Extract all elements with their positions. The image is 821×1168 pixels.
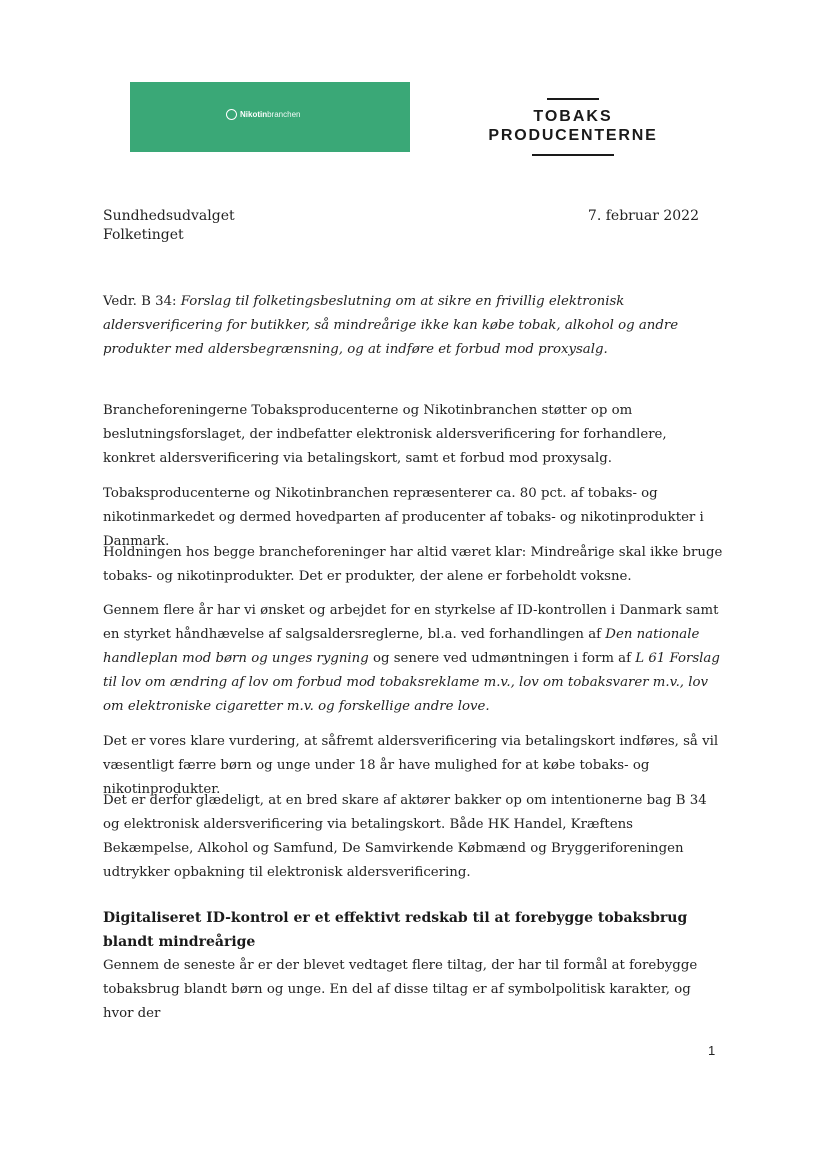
addressee-line-2: Folketinget	[103, 227, 184, 243]
paragraph-3	[103, 541, 723, 589]
nikotinbranchen-logo	[130, 82, 410, 152]
handleplan-title: Den nationale handleplan mod børn og unges rygning	[103, 627, 700, 666]
tobaksproducenterne-logo	[486, 98, 660, 156]
section-heading: Digitaliseret ID-kontrol er et effektivt redskab til at forebygge tobaksbrug blandt mindreårige	[103, 910, 688, 950]
addressee	[103, 207, 235, 245]
paragraph-text: Tobaksproducenterne og Nikotinbranchen repræsenterer ca. 80 pct. af tobaks- og nikotinmarkedet og dermed hovedparten af producenter af tobaks- og nikotinprodukter i Danmark.	[103, 486, 704, 549]
nikotinbranchen-wordmark	[226, 109, 300, 120]
paragraph-text: Det er vores klare vurdering, at såfremt aldersverificering via betalingskort indføres, så vil væsentligt færre børn og unge under 18 år have mulighed for at købe tobaks- og nikotinprodukter.	[103, 734, 719, 797]
addressee-line-1: Sundhedsudvalget	[103, 208, 235, 224]
paragraph-text: Det er derfor glædeligt, at en bred skare af aktører bakker op om intentionerne bag B 34 og elektronisk aldersverificering via betalingskort. Både HK Handel, Kræftens Bekæmpelse, Alkohol og Samfund, De Samvirkende Købmænd og Bryggeriforeningen udtrykker opbakning til elektronisk aldersverificering.	[103, 793, 707, 880]
page-number: 1	[708, 1043, 716, 1058]
subject-title: Forslag til folketingsbeslutning om at sikre en frivillig elektronisk aldersverificering for butikker, så mindreårige ikke kan købe tobak, alkohol og andre produkter med aldersbegrænsning, og at indføre et forbud mod proxysalg.	[103, 294, 679, 357]
logo-line-2: PRODUCENTERNE	[488, 127, 658, 144]
paragraph-6	[103, 789, 723, 885]
paragraph-text: Gennem de seneste år er der blevet vedtaget flere tiltag, der har til formål at forebygge tobaksbrug blandt børn og unge. En del af disse tiltag er af symbolpolitisk karakter, og hvor der	[103, 958, 698, 1021]
logo-line-1: TOBAKS	[533, 108, 613, 125]
subject-line	[103, 290, 723, 362]
paragraph-text: Brancheforeningerne Tobaksproducenterne og Nikotinbranchen støtter op om beslutningsforslaget, der indbefatter elektronisk aldersverificering for forhandlere, konkret aldersverificering via betalingskort, samt et forbud mod proxysalg.	[103, 403, 667, 466]
logo-bottom-bar	[532, 154, 614, 156]
logo-top-bar	[547, 98, 599, 100]
nikotin-bold-text: Nikotin	[240, 110, 268, 119]
paragraph-7	[103, 954, 723, 1026]
law-title: L 61 Forslag til lov om ændring af lov om forbud mod tobaksreklame m.v., lov om tobaksvarer m.v., lov om elektroniske cigaretter m.v. og forskellige andre love.	[103, 651, 720, 714]
nikotin-light-text: branchen	[267, 110, 301, 119]
paragraph-text: og senere ved udmøntningen i form af	[368, 651, 636, 666]
paragraph-1	[103, 399, 723, 471]
document-date: 7. februar 2022	[587, 208, 699, 224]
circle-icon	[226, 109, 237, 120]
subject-prefix: Vedr. B 34:	[103, 294, 181, 309]
paragraph-text: Holdningen hos begge brancheforeninger har altid været klar: Mindreårige skal ikke bruge tobaks- og nikotinprodukter. Det er produkter, der alene er forbeholdt voksne.	[103, 545, 723, 584]
paragraph-text: Gennem flere år har vi ønsket og arbejdet for en styrkelse af ID-kontrollen i Danmark samt en styrket håndhævelse af salgsaldersreglerne, bl.a. ved forhandlingen af	[103, 603, 719, 642]
paragraph-4	[103, 599, 723, 719]
